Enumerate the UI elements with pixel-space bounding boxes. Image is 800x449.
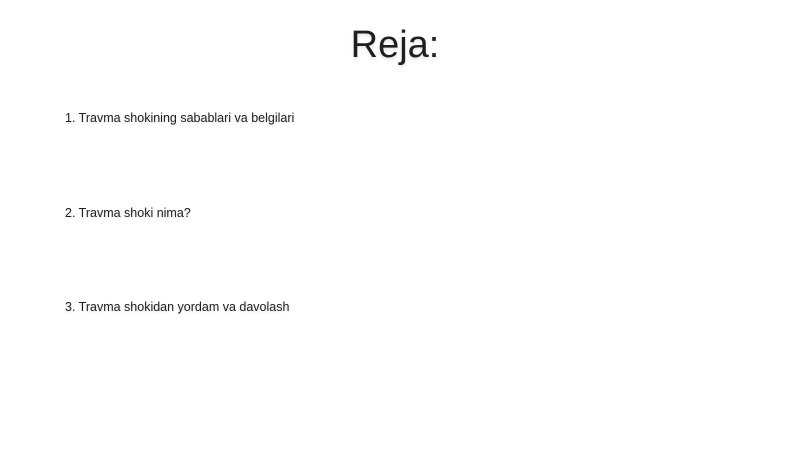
plan-item-2: 2. Travma shoki nima? (65, 206, 191, 220)
plan-item-3: 3. Travma shokidan yordam va davolash (65, 300, 290, 314)
slide-title: Reja: (350, 24, 440, 66)
plan-item-1: 1. Travma shokining sabablari va belgilari (65, 111, 295, 125)
